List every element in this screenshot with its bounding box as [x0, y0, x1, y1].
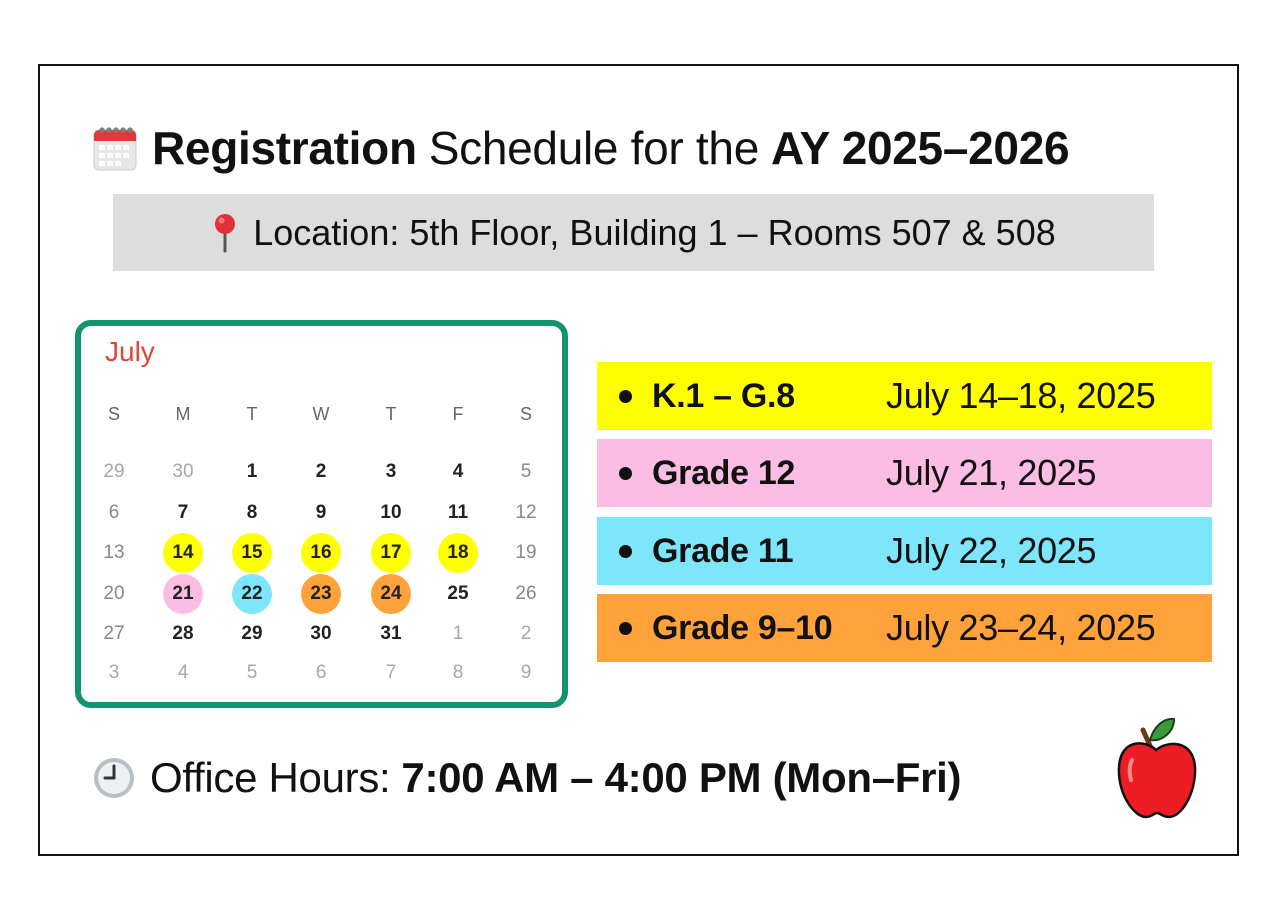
schedule-grade: K.1 – G.8 [652, 376, 795, 415]
calendar-day-highlighted: 17 [371, 533, 411, 573]
page-title [92, 116, 1069, 180]
calendar-day: 25 [447, 583, 469, 604]
title-middle: Schedule for the [428, 122, 759, 174]
calendar-day-highlighted: 21 [163, 574, 203, 614]
calendar-day: 1 [246, 461, 258, 482]
calendar-day: 5 [520, 461, 532, 482]
location-banner [113, 194, 1154, 271]
title-academic-year: AY 2025–2026 [770, 122, 1070, 174]
calendar-day: 10 [380, 502, 402, 523]
schedule-row [597, 594, 1212, 662]
calendar-month: July [105, 336, 155, 367]
weekday-label: T [385, 403, 397, 424]
location-text: Location: 5th Floor, Building 1 – Rooms 507 & 508 [253, 211, 1056, 253]
july-calendar [75, 320, 568, 708]
apple-icon [1116, 716, 1198, 820]
calendar-day: 29 [103, 461, 125, 482]
calendar-day: 7 [177, 502, 189, 523]
schedule-dates: July 23–24, 2025 [886, 607, 1156, 648]
calendar-day: 27 [103, 623, 125, 644]
calendar-day: 31 [380, 623, 402, 644]
calendar-day: 28 [172, 623, 194, 644]
calendar-day: 9 [315, 502, 327, 523]
calendar-day: 13 [103, 542, 125, 563]
office-hours-label: Office Hours: [150, 754, 391, 801]
calendar-day-highlighted: 14 [163, 533, 203, 573]
calendar-day-highlighted: 15 [232, 533, 272, 573]
calendar-day: 4 [177, 662, 189, 683]
calendar-day: 26 [515, 583, 537, 604]
calendar-day-highlighted: 16 [301, 533, 341, 573]
weekday-label: W [312, 403, 330, 424]
calendar-day-highlighted: 23 [301, 574, 341, 614]
calendar-day: 1 [452, 623, 464, 644]
office-hours-value: 7:00 AM – 4:00 PM (Mon–Fri) [401, 754, 962, 801]
calendar-day: 8 [246, 502, 258, 523]
schedule-row [597, 362, 1212, 430]
calendar-day: 6 [315, 662, 327, 683]
calendar-day-highlighted: 18 [438, 533, 478, 573]
schedule-dates: July 21, 2025 [886, 452, 1097, 493]
bullet-icon [619, 467, 632, 480]
calendar-day: 9 [520, 662, 532, 683]
schedule-row [597, 517, 1212, 585]
bullet-icon [619, 390, 632, 403]
weekday-label: M [175, 403, 191, 424]
calendar-day: 3 [108, 662, 120, 683]
bullet-icon [619, 622, 632, 635]
calendar-day: 2 [520, 623, 532, 644]
calendar-day-highlighted: 22 [232, 574, 272, 614]
calendar-day: 7 [385, 662, 397, 683]
weekday-label: T [246, 403, 258, 424]
calendar-day: 11 [447, 502, 469, 523]
calendar-day: 4 [452, 461, 464, 482]
calendar-day: 19 [515, 542, 537, 563]
calendar-day: 5 [246, 662, 258, 683]
calendar-day: 30 [172, 461, 194, 482]
weekday-label: S [107, 403, 120, 424]
schedule-dates: July 22, 2025 [886, 530, 1097, 571]
calendar-day: 3 [385, 461, 397, 482]
calendar-day: 8 [452, 662, 464, 683]
calendar-day: 2 [315, 461, 327, 482]
schedule-grade: Grade 12 [652, 453, 796, 492]
schedule-grade: Grade 11 [652, 531, 794, 570]
calendar-day-highlighted: 24 [371, 574, 411, 614]
office-hours [92, 745, 961, 811]
weekday-label: F [452, 403, 464, 424]
bullet-icon [619, 545, 632, 558]
schedule-grade: Grade 9–10 [652, 608, 833, 647]
clock-icon [92, 756, 136, 800]
calendar-day: 29 [241, 623, 263, 644]
pin-icon [211, 213, 239, 253]
title-registration: Registration [152, 122, 417, 174]
calendar-icon [92, 124, 138, 172]
schedule-row [597, 439, 1212, 507]
schedule-dates: July 14–18, 2025 [886, 375, 1156, 416]
calendar-day: 30 [310, 623, 332, 644]
weekday-label: S [519, 403, 532, 424]
calendar-day: 12 [515, 502, 537, 523]
calendar-day: 20 [103, 583, 125, 604]
calendar-day: 6 [108, 502, 120, 523]
